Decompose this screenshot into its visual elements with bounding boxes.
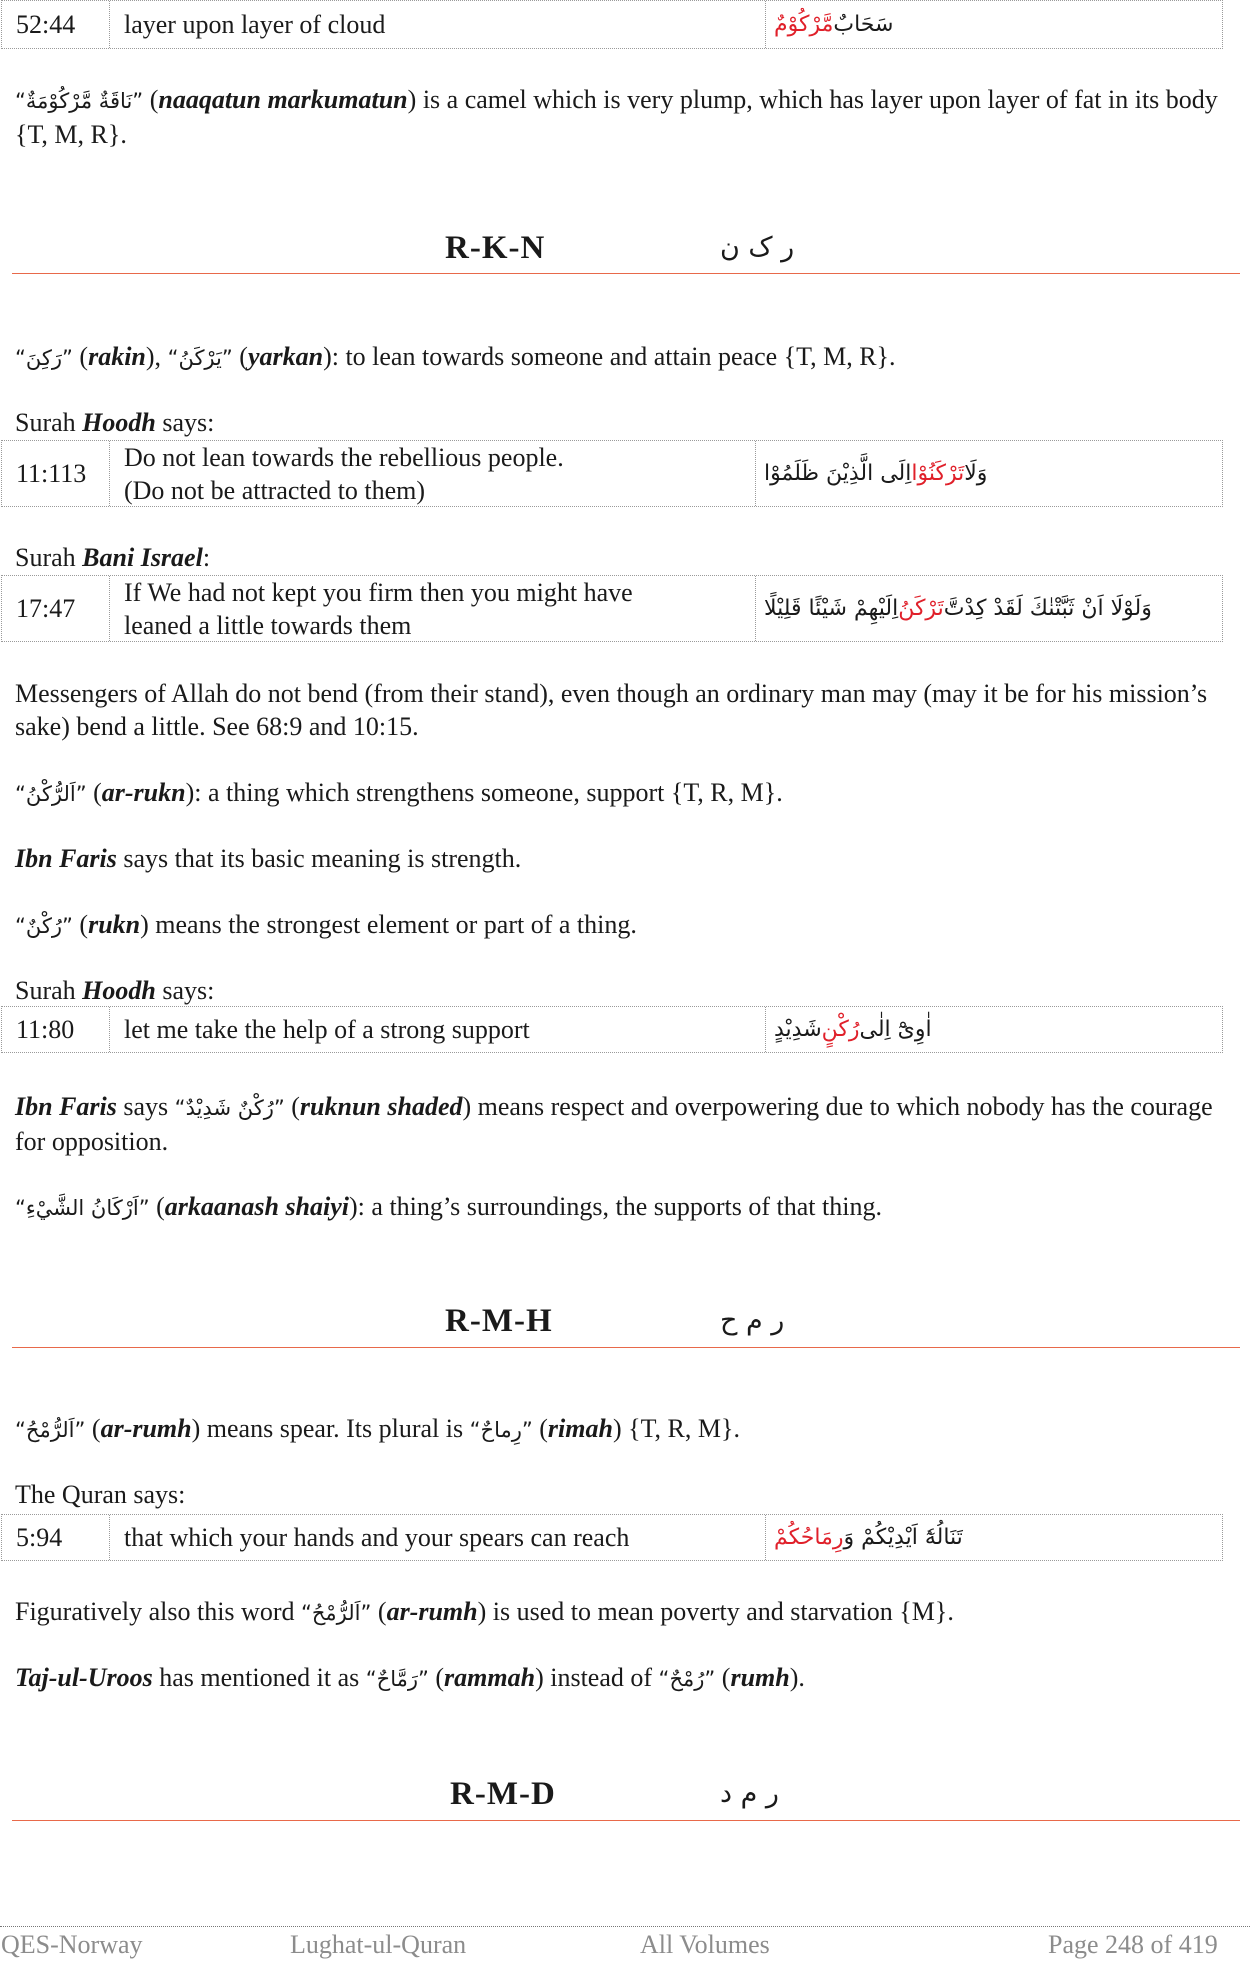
verse-ref: 11:113	[2, 441, 110, 506]
footer-book: Lughat-ul-Quran	[290, 1930, 467, 1959]
root-latin: R-K-N	[445, 230, 546, 266]
arabic-highlight: رِمَاحُكُمْ	[774, 1525, 844, 1550]
verse-arabic: وَلَوْلَا اَنْ ثَبَّتْنٰكَ لَقَدْ كِدْتَّ تَرْكَنُ اِلَيْهِمْ شَيْئًا قَلِيْلًا	[755, 576, 1222, 641]
surah-label-bani-israel: Surah Bani Israel:	[15, 543, 211, 572]
paragraph-figuratively: Figuratively also this word “اَلرُّمْحُ” (ar-rumh) is used to mean poverty and starvation {M}.	[15, 1597, 954, 1626]
root-arabic: ر م ح	[720, 1305, 785, 1336]
root-heading-rkn	[0, 230, 1250, 270]
root-arabic: ر ک ن	[720, 232, 795, 263]
arabic-highlight: تَرْكَنُ	[898, 596, 944, 621]
paragraph-naaqatun: “نَاقَةٌ مَّرْكُوْمَةٌ” (naaqatun markumatun) is a camel which is very plump, which has layer upon layer of fat in its body {T, M, R}.	[15, 85, 1218, 149]
arabic-highlight: رُكْنٍ	[821, 1017, 860, 1042]
verse-translation: Do not lean towards the rebellious people. (Do not be attracted to them)	[124, 442, 564, 505]
verse-ref: 11:80	[2, 1007, 110, 1052]
paragraph-arkaanash: “اَرْكَانُ الشَّيْءِ” (arkaanash shaiyi): a thing’s surroundings, the supports of that thing.	[15, 1192, 882, 1221]
arabic-highlight: مَّرْكُوْمٌ	[774, 12, 834, 37]
verse-arabic: وَلَا تَرْكَنُوْا اِلَى الَّذِيْنَ ظَلَمُوْا	[755, 441, 1222, 506]
paragraph-messengers: Messengers of Allah do not bend (from their stand), even though an ordinary man may (may it be for his mission’s sake) bend a little. See 68:9 and 10:15.	[15, 679, 1208, 741]
paragraph-taj-ul-uroos: Taj-ul-Uroos has mentioned it as “رَمَّاحٌ” (rammah) instead of “رُمْحٌ” (rumh).	[15, 1663, 805, 1692]
verse-arabic	[765, 1, 1222, 48]
paragraph-rakin: “رَكِنَ” (rakin), “يَرْكَنُ” (yarkan): to lean towards someone and attain peace {T, M, R}.	[15, 342, 896, 371]
paragraph-ar-rukn: “اَلرُّكْنُ” (ar-rukn): a thing which strengthens someone, support {T, R, M}.	[15, 778, 783, 807]
footer-volumes: All Volumes	[640, 1930, 770, 1959]
root-heading-rmd	[0, 1776, 1250, 1816]
footer-divider	[0, 1926, 1250, 1927]
paragraph-ibn-faris-strength: Ibn Faris says that its basic meaning is strength.	[15, 844, 522, 873]
verse-ref: 52:44	[2, 1, 110, 48]
footer-page-number: Page 248 of 419	[1048, 1930, 1218, 1959]
verse-arabic: تَنَالُهٗٓ اَيْدِيْكُمْ وَ رِمَاحُكُمْ	[765, 1515, 1222, 1560]
verse-ref: 5:94	[2, 1515, 110, 1560]
verse-row-17-47	[1, 575, 1223, 642]
root-heading-rmh	[0, 1303, 1250, 1343]
quran-says-label: The Quran says:	[15, 1480, 186, 1509]
arabic-text: سَحَابٌ	[833, 12, 894, 37]
verse-row-11-113	[1, 440, 1223, 507]
surah-label-hoodh-2: Surah Hoodh says:	[15, 976, 215, 1005]
verse-ref: 17:47	[2, 576, 110, 641]
heading-rule	[12, 1820, 1240, 1821]
paragraph-ar-rumh: “اَلرُّمْحُ” (ar-rumh) means spear. Its plural is “رِماحٌ” (rimah) {T, R, M}.	[15, 1414, 740, 1443]
verse-row-52-44	[1, 0, 1223, 49]
root-latin: R-M-D	[450, 1776, 556, 1812]
verse-translation: layer upon layer of cloud	[124, 10, 386, 39]
paragraph-ruknun-shaded: Ibn Faris says “رُكْنٌ شَدِيْدٌ” (ruknun shaded) means respect and overpowering due to which nobody has the courage for opposition.	[15, 1092, 1213, 1156]
root-arabic: ر م د	[720, 1778, 779, 1809]
verse-arabic: اٰوِىْٓ اِلٰى رُكْنٍ شَدِيْدٍ	[765, 1007, 1222, 1052]
paragraph-rukn: “رُكْنٌ” (rukn) means the strongest element or part of a thing.	[15, 910, 637, 939]
verse-row-5-94	[1, 1514, 1223, 1561]
surah-label-hoodh: Surah Hoodh says:	[15, 408, 215, 437]
heading-rule	[12, 1347, 1240, 1348]
footer-org: QES-Norway	[1, 1930, 143, 1959]
verse-translation: that which your hands and your spears can reach	[124, 1523, 630, 1552]
verse-translation: If We had not kept you firm then you might have leaned a little towards them	[124, 577, 633, 640]
arabic-highlight: تَرْكَنُوْا	[911, 461, 965, 486]
heading-rule	[12, 273, 1240, 274]
verse-row-11-80	[1, 1006, 1223, 1053]
root-latin: R-M-H	[445, 1303, 553, 1339]
verse-translation: let me take the help of a strong support	[124, 1015, 530, 1044]
